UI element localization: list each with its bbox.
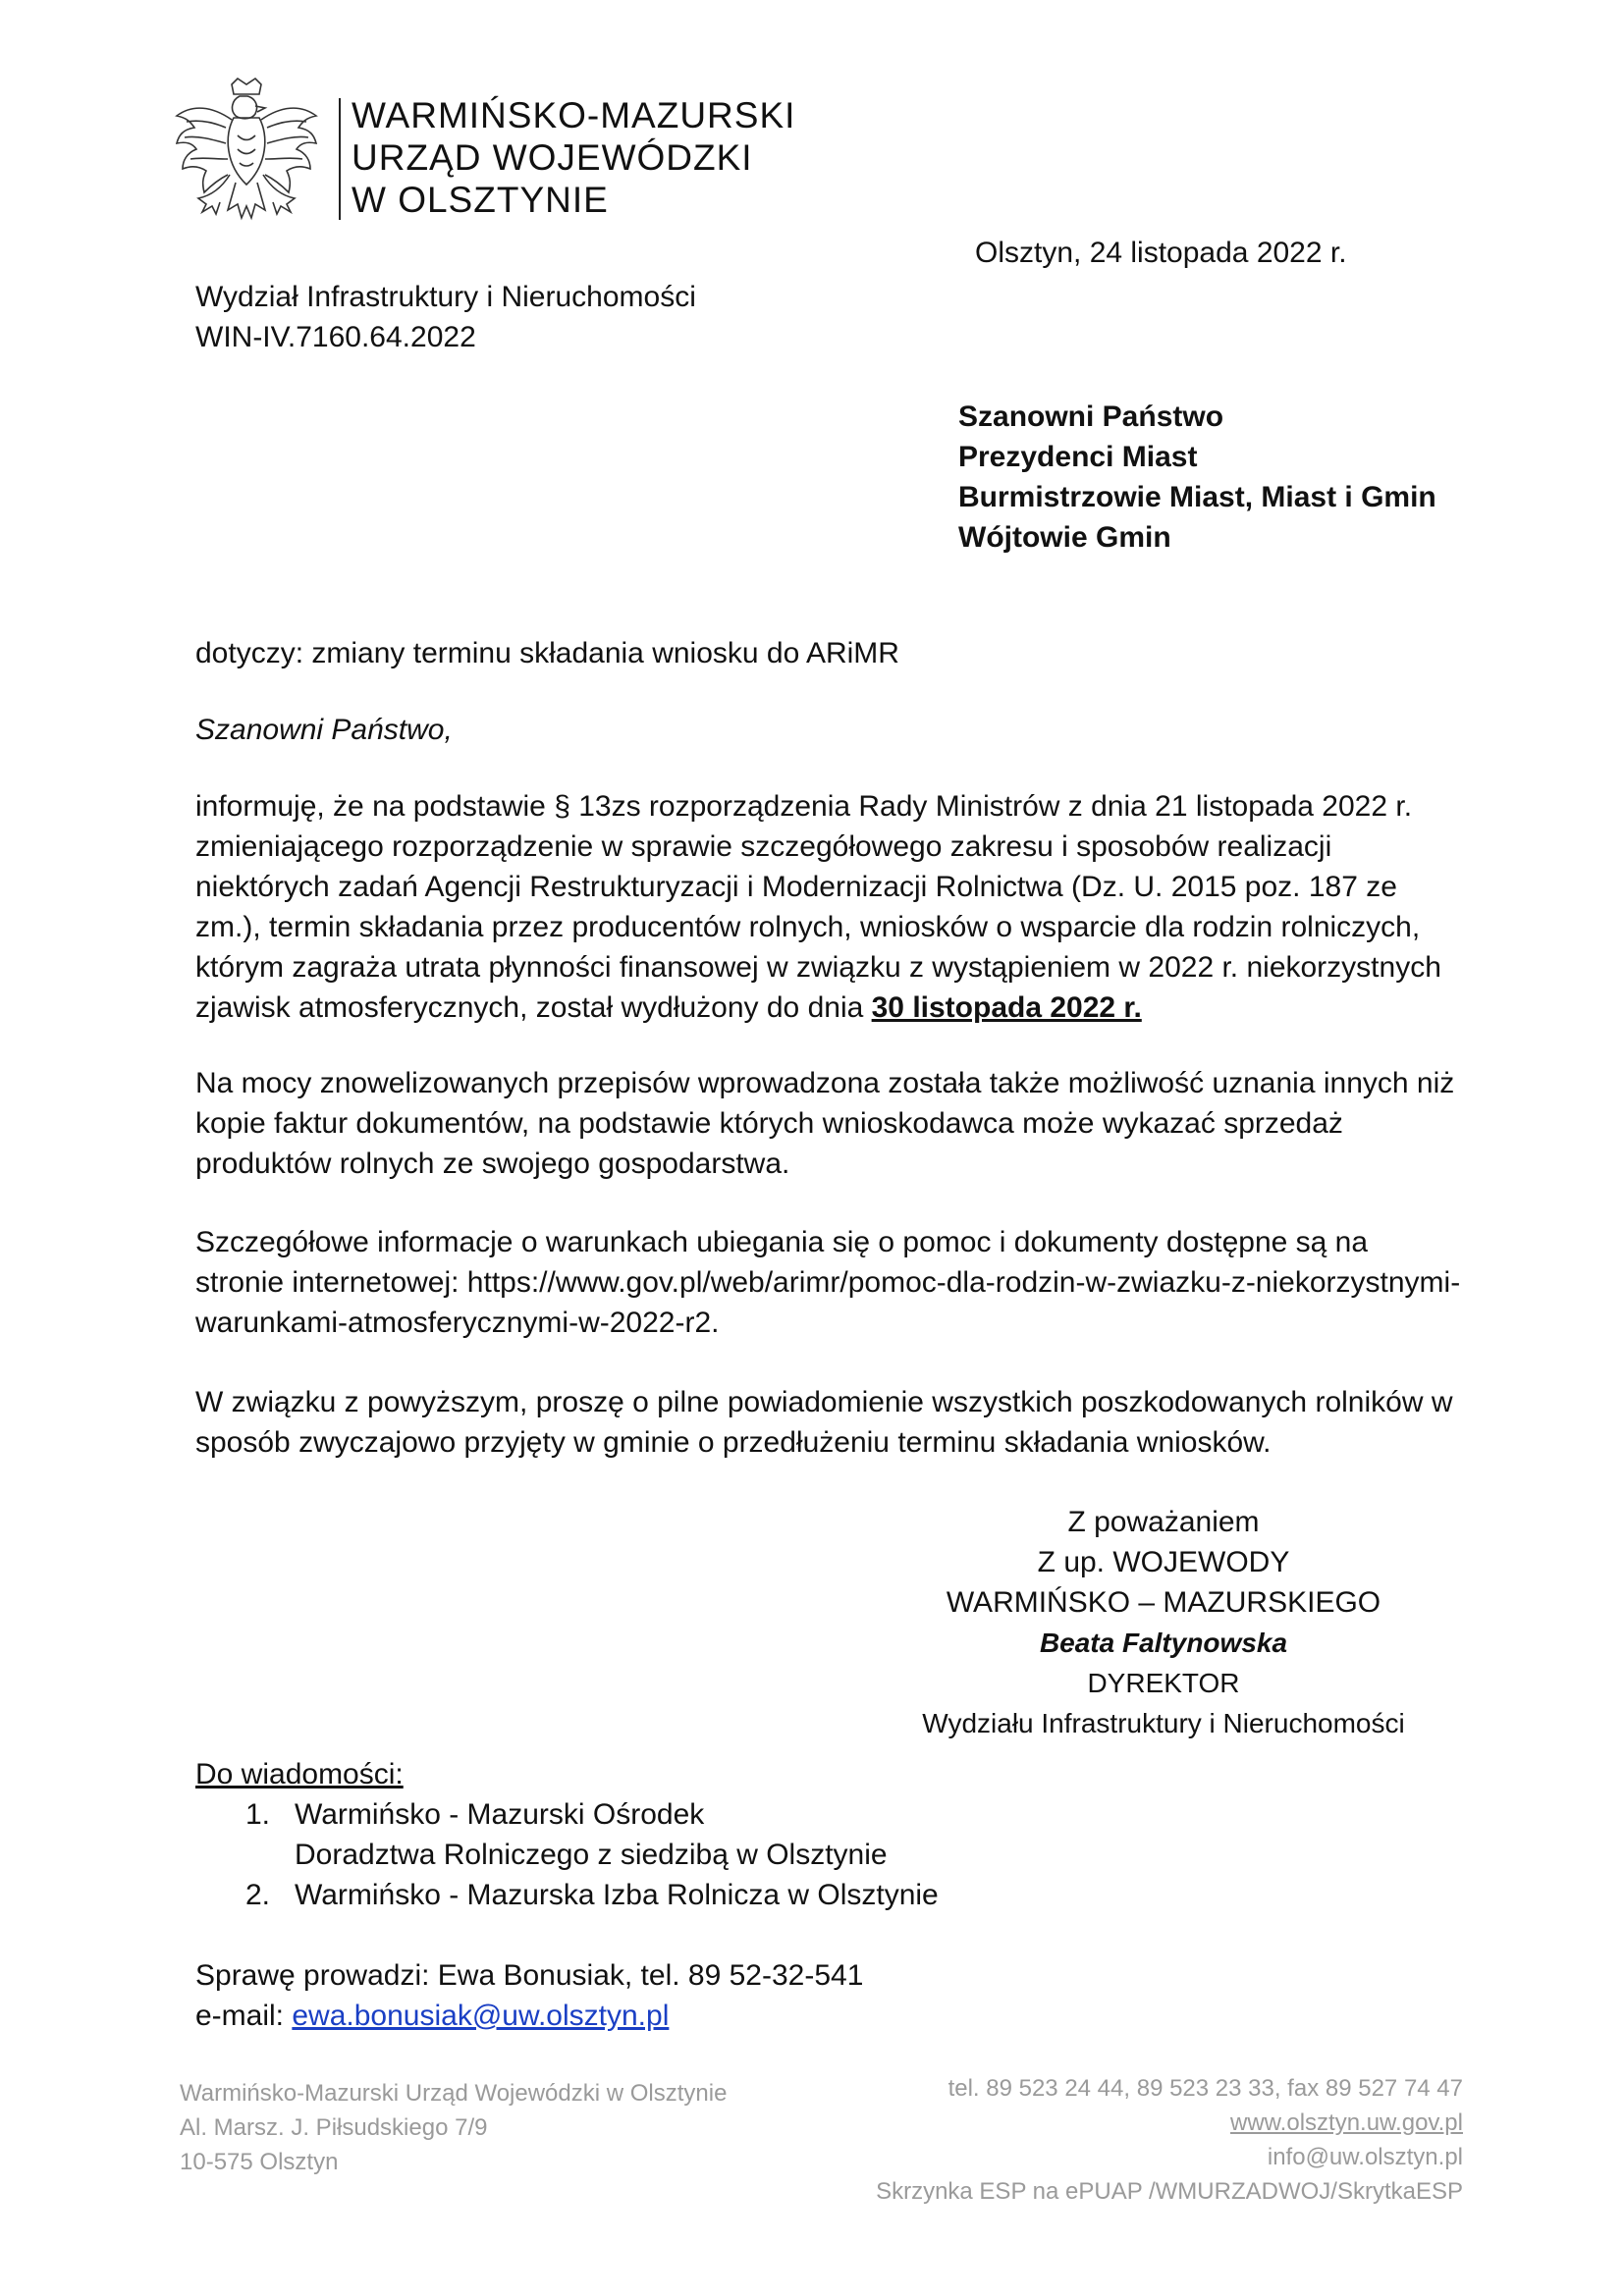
paragraph-4: W związku z powyższym, proszę o pilne powiadomienie wszystkich poszkodowanych rolników w sposób zwyczajowo przyjęty w gminie o przedłużeniu terminu składania wniosków. (195, 1386, 1453, 1459)
email-label: e-mail: (195, 2000, 293, 2032)
list-item-line: Doradztwa Rolniczego z siedzibą w Olsztynie (295, 1839, 888, 1871)
signatory-unit: Wydziału Infrastruktury i Nieruchomości (922, 1708, 1405, 1738)
list-item (245, 1875, 939, 1915)
distribution-list (245, 1794, 939, 1915)
recipients (958, 397, 1436, 558)
reference-number: WIN-IV.7160.64.2022 (195, 321, 476, 353)
office-name-line: W OLSZTYNIE (352, 180, 609, 220)
polish-eagle-emblem-icon (173, 77, 320, 236)
list-item-line: Warmińsko - Mazurski Ośrodek (295, 1798, 705, 1831)
list-number: 1. (245, 1798, 271, 1831)
recipient-line: Prezydenci Miast (958, 441, 1198, 473)
authority-line: WARMIŃSKO – MAZURSKIEGO (946, 1586, 1381, 1619)
paragraph-2: Na mocy znowelizowanych przepisów wprowadzona została także możliwość uznania innych niż kopie faktur dokumentów, na podstawie których wnioskodawca może wykazać sprzedaż produktów rolnych ze swojego gospodarstwa. (195, 1067, 1455, 1180)
footer-epuap: Skrzynka ESP na ePUAP /WMURZADWOJ/SkrytkaESP (876, 2178, 1463, 2205)
footer-website-link[interactable]: www.olsztyn.uw.gov.pl (1230, 2109, 1463, 2136)
footer-email: info@uw.olsztyn.pl (1267, 2144, 1463, 2170)
authority-line: Z up. WOJEWODY (1037, 1546, 1290, 1578)
case-handler: Sprawę prowadzi: Ewa Bonusiak, tel. 89 52-32-541 (195, 1959, 864, 1992)
recipient-line: Burmistrzowie Miast, Miast i Gmin (958, 481, 1436, 513)
paragraph-3: Szczegółowe informacje o warunkach ubiegania się o pomoc i dokumenty dostępne są na stronie internetowej: https://www.gov.pl/web/arimr/pomoc-dla-rodzin-w-zwiazku-z-niekorzystnymi-warunkami-atmosferycznymi-w-2022-r2. (195, 1226, 1461, 1339)
contact-info (195, 1955, 863, 2036)
signatory-title: DYREKTOR (1087, 1668, 1240, 1698)
paragraph-1-text: informuję, że na podstawie § 13zs rozporządzenia Rady Ministrów z dnia 21 listopada 2022 r. zmieniającego rozporządzenie w sprawie szczegółowego zakresu i sposobów realizacji niektórych zadań Agencji Restrukturyzacji i Modernizacji Rolnictwa (Dz. U. 2015 poz. 187 ze zm.), termin składania przez producentów rolnych, wniosków o wsparcie dla rodzin rolniczych, którym zagraża utrata płynności finansowej w związku z wystąpieniem w 2022 r. niekorzystnych zjawisk atmosferycznych, został wydłużony do dnia (195, 790, 1441, 1024)
recipient-line: Szanowni Państwo (958, 400, 1224, 433)
paragraph-1 (195, 786, 1462, 1028)
signatory-name: Beata Faltynowska (1039, 1628, 1288, 1658)
footer-line: Al. Marsz. J. Piłsudskiego 7/9 (180, 2114, 488, 2141)
footer-address (180, 2076, 727, 2179)
recipient-line: Wójtowie Gmin (958, 521, 1171, 554)
salutation: Szanowni Państwo, (195, 714, 453, 746)
deadline-date: 30 listopada 2022 r. (871, 991, 1142, 1024)
distribution-heading: Do wiadomości: (195, 1758, 404, 1790)
office-name-line: URZĄD WOJEWÓDZKI (352, 137, 753, 178)
office-name (352, 94, 795, 221)
logo-divider (339, 98, 341, 220)
list-item-line: Warmińsko - Mazurska Izba Rolnicza w Olsztynie (295, 1879, 939, 1911)
footer-line: Warmińsko-Mazurski Urząd Wojewódzki w Olsztynie (180, 2080, 728, 2107)
subject-line: dotyczy: zmiany terminu składania wniosku do ARiMR (195, 637, 899, 669)
closing: Z poważaniem (1067, 1506, 1260, 1538)
office-name-line: WARMIŃSKO-MAZURSKI (352, 95, 796, 135)
signature-block (874, 1502, 1453, 1743)
footer-phones: tel. 89 523 24 44, 89 523 23 33, fax 89 527 74 47 (947, 2075, 1463, 2102)
place-date: Olsztyn, 24 listopada 2022 r. (975, 237, 1347, 269)
footer-line: 10-575 Olsztyn (180, 2149, 339, 2175)
department: Wydział Infrastruktury i Nieruchomości (195, 281, 696, 313)
footer-contact (876, 2071, 1463, 2209)
email-link[interactable]: ewa.bonusiak@uw.olsztyn.pl (292, 2000, 670, 2032)
email-line (195, 1996, 863, 2036)
list-number: 2. (245, 1879, 271, 1911)
list-item (245, 1794, 939, 1875)
